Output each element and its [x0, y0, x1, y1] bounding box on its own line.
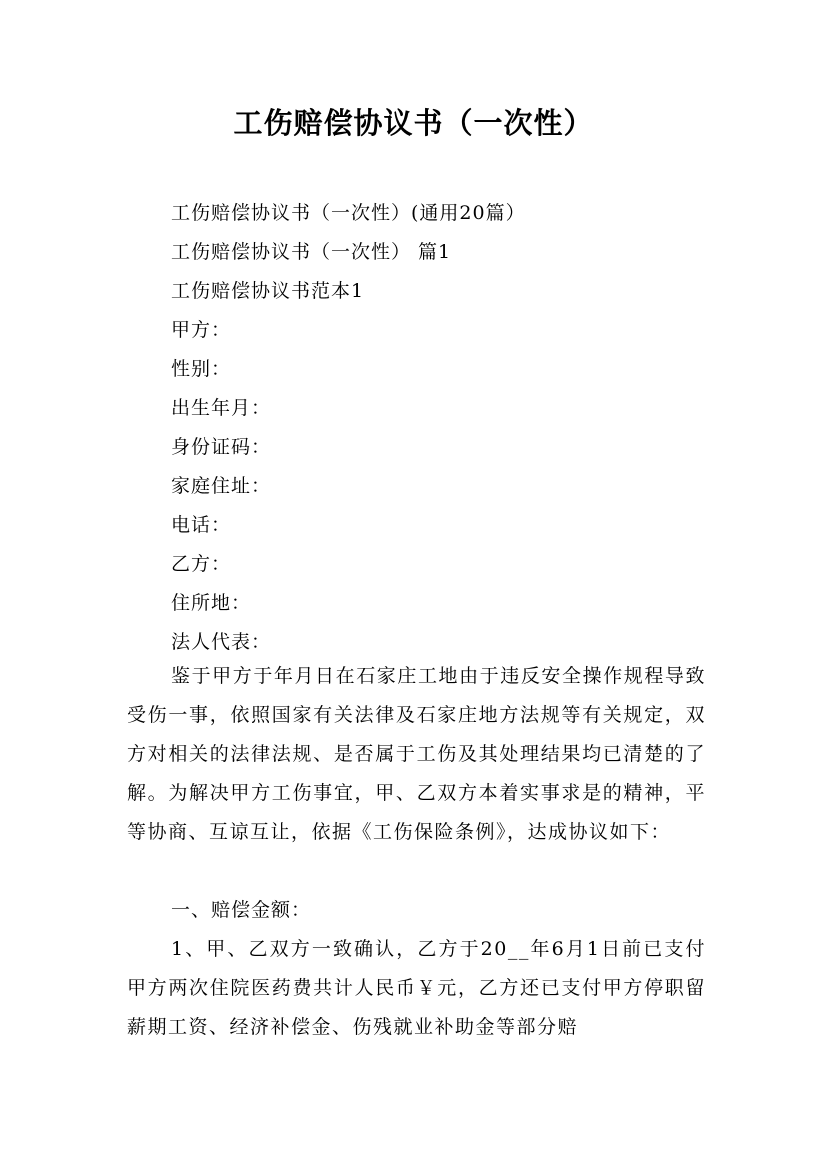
line-section-title: 工伤赔偿协议书（一次性） 篇1 — [171, 241, 452, 263]
field-domicile: 住所地： — [171, 592, 252, 614]
field-party-a: 甲方： — [171, 319, 232, 341]
field-birth-date: 出生年月： — [171, 397, 272, 419]
field-legal-representative: 法人代表： — [171, 631, 272, 653]
field-phone: 电话： — [171, 514, 232, 536]
field-home-address: 家庭住址： — [171, 475, 272, 497]
document-title: 工伤赔偿协议书（一次性） — [233, 106, 594, 140]
header-lines — [171, 194, 716, 662]
field-id-number: 身份证码： — [171, 436, 272, 458]
field-gender: 性别： — [171, 358, 232, 380]
line-subtitle: 工伤赔偿协议书（一次性）(通用20篇） — [171, 202, 526, 224]
section-heading-compensation: 一、赔偿金额： — [171, 899, 312, 921]
paragraph-preamble: 鉴于甲方于年月日在石家庄工地由于违反安全操作规程导致受伤一事，依照国家有关法律及石家庄地方法规等有关规定，双方对相关的法律法规、是否属于工伤及其处理结果均已清楚的了解。为解决甲方工伤事宜，甲、乙双方本着实事求是的精神，平等协商、互谅互让，依据《工伤保险条例》，达成协议如下： — [127, 665, 706, 843]
line-template-name: 工伤赔偿协议书范本1 — [171, 280, 365, 302]
field-party-b: 乙方： — [171, 553, 232, 575]
paragraph-clause-1: 1、甲、乙双方一致确认，乙方于20__年6月1日前已支付甲方两次住院医药费共计人民币￥元，乙方还已支付甲方停职留薪期工资、经济补偿金、伤残就业补助金等部分赔 — [127, 938, 706, 1038]
